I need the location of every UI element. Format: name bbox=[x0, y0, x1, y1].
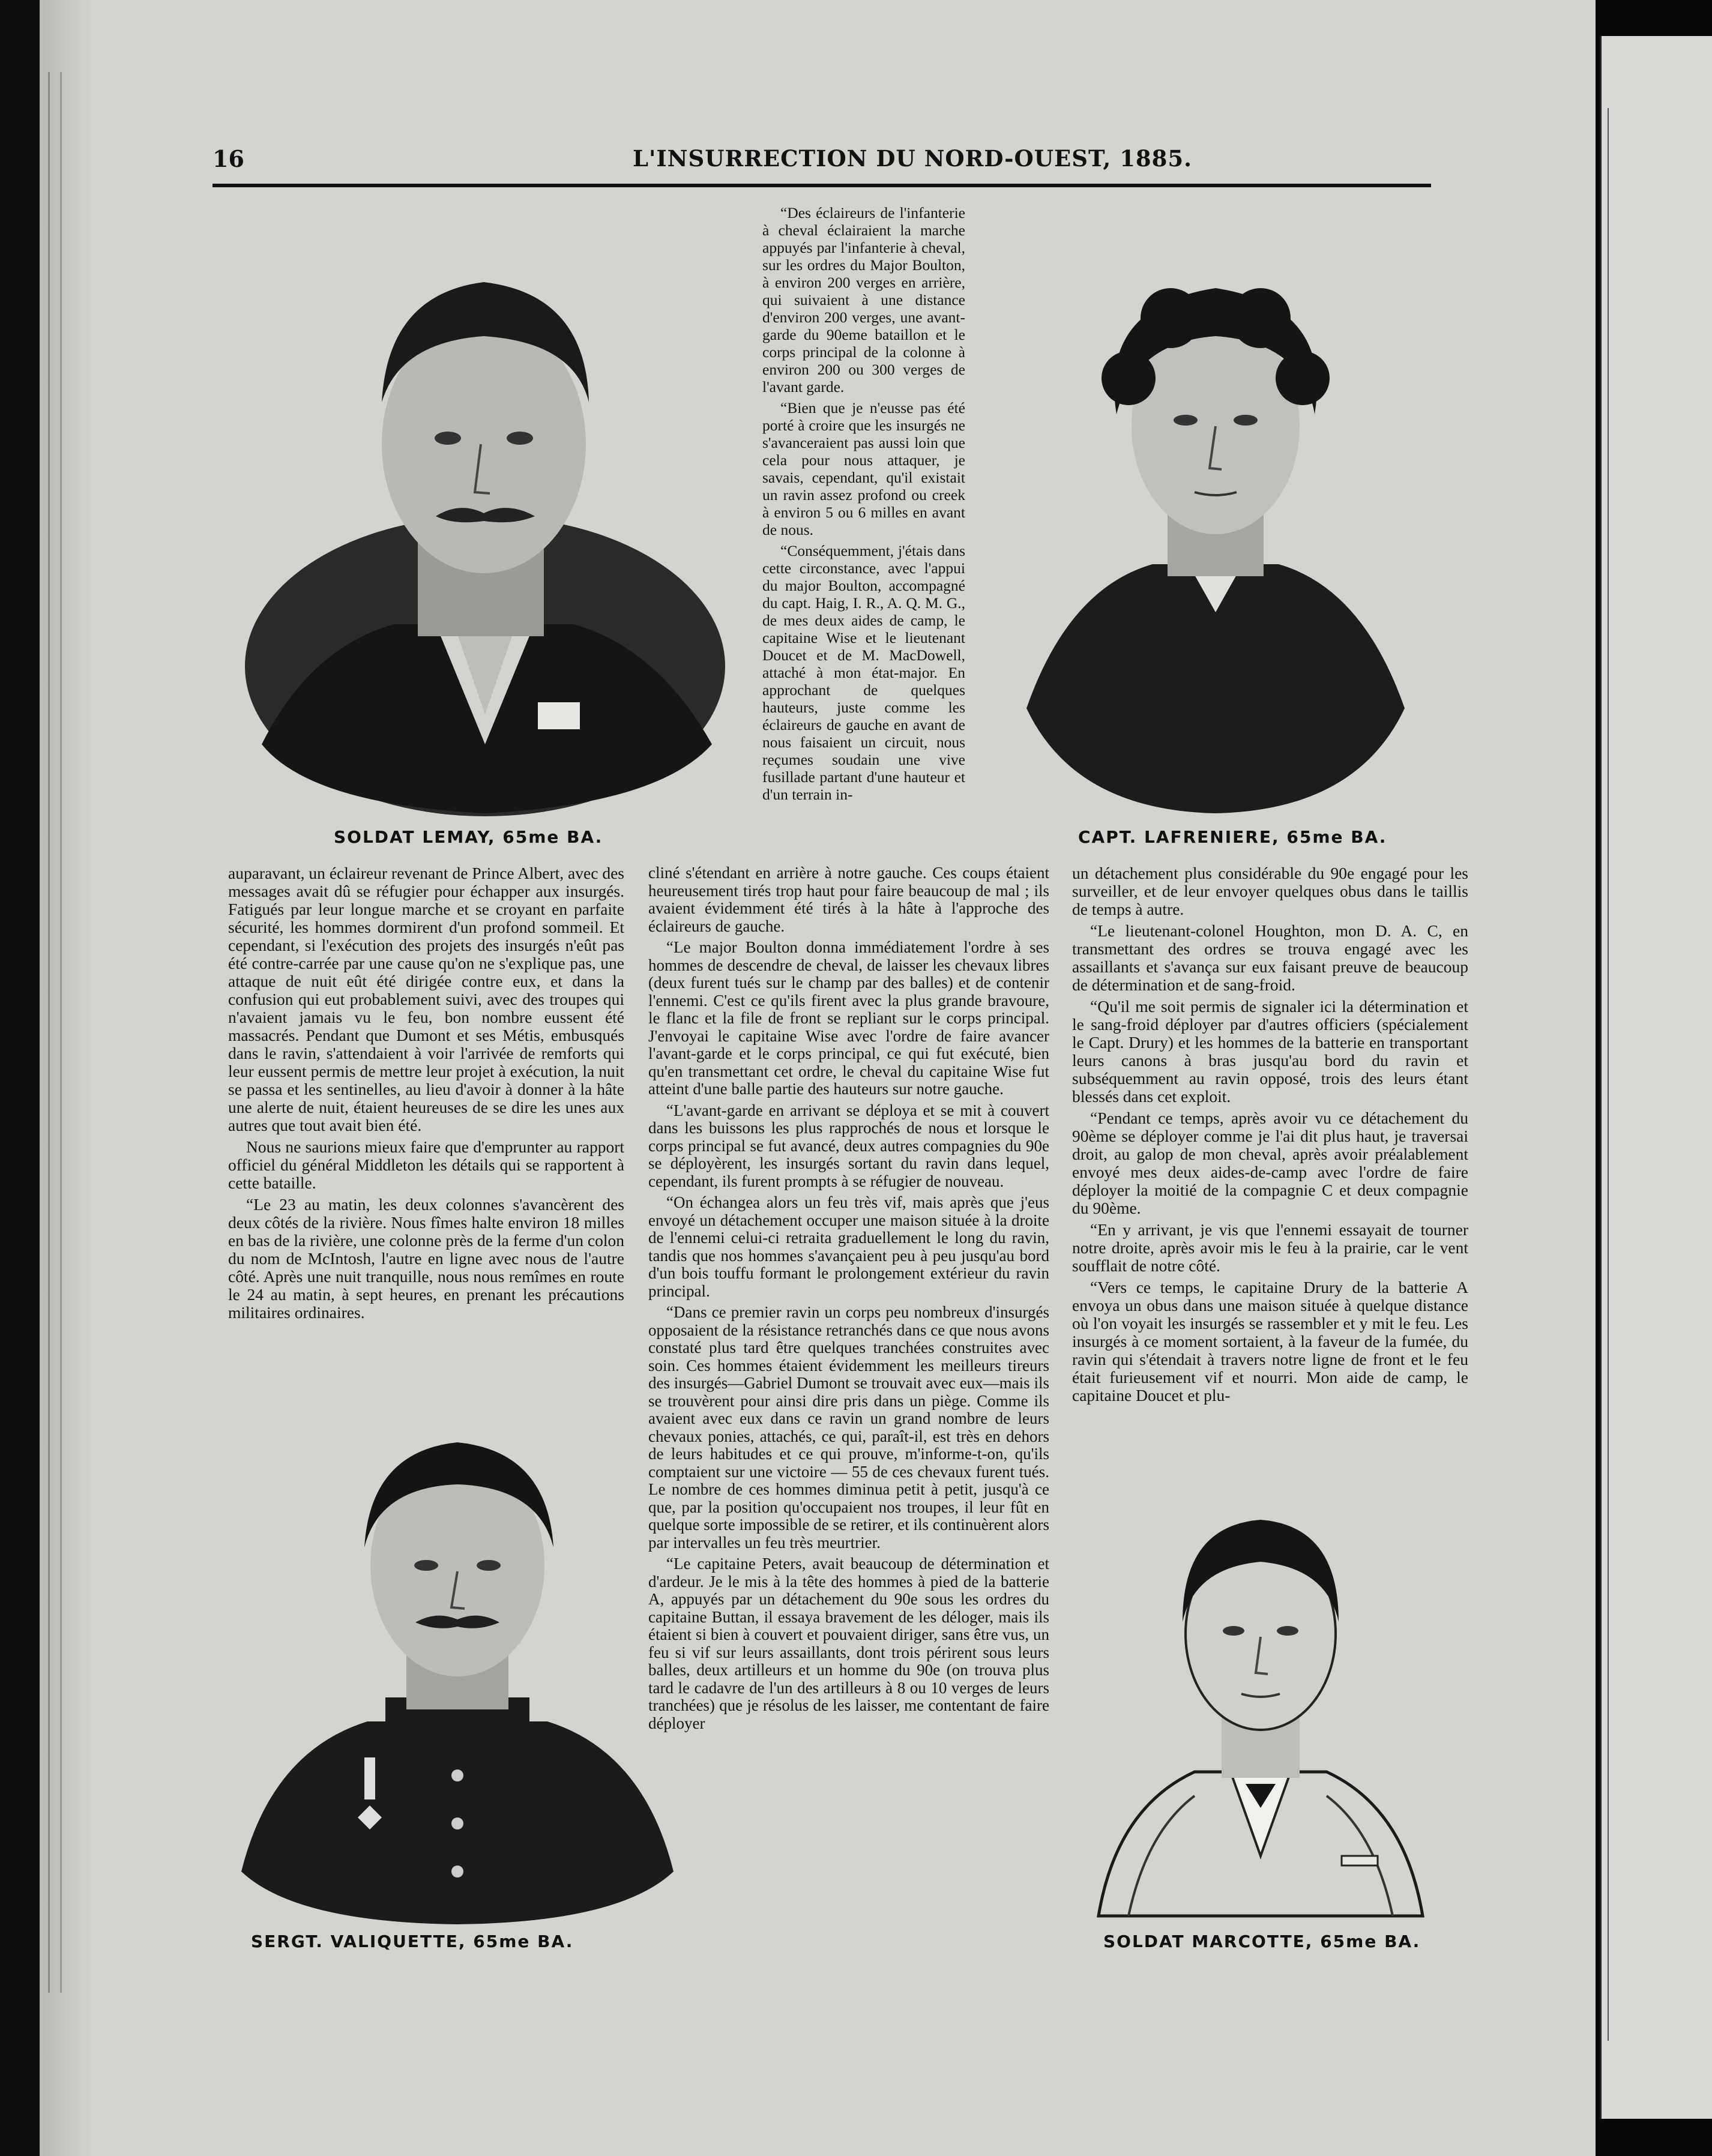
paragraph: “Conséquemment, j'étais dans cette circonstance, avec l'appui du major Boulton, accompagné du capt. Haig, I. R., A. Q. M. G., de mes deux aides de camp, le capitaine Wise et le lieutenant Doucet et de M. MacDowell, attaché à mon état-major. En approchant de quelques hauteurs, juste comme les éclaireurs de gauche en avant de nous faisaient un circuit, nous reçumes soudain une vive fusillade partant d'une hauteur et d'un terrain in- bbox=[762, 542, 965, 803]
paragraph: “Le 23 au matin, les deux colonnes s'avancèrent des deux côtés de la rivière. Nous fîmes halte environ 18 milles en bas de la rivière, une colonne près de la ferme d'un colon du nom de McIntosh, l'autre en ligne avec nous de l'autre côté. Après une nuit tranquille, nous nous remîmes en route le 24 au matin, à sept heures, en prenant les précautions militaires ordinaires. bbox=[228, 1195, 624, 1322]
paragraph: “Le capitaine Peters, avait beaucoup de détermination et d'ardeur. Je le mis à la tête des hommes à pied de la batterie A, appuyés par un détachement du 90e sous les ordres du capitaine Buttan, il essaya bravement de les déloger, mais ils étaient si bien à couvert et pouvaient diriger, sans être vus, un feu si vif sur leurs assaillants, dont trois périrent sous leurs balles, deux artilleurs et un homme du 90e (on trouva plus tard le cadavre de l'un des artilleurs à 8 ou 10 verges de leurs tranchées) que je résolus de les laisser, me contentant de faire déployer bbox=[648, 1555, 1049, 1732]
caption-marcotte: SOLDAT MARCOTTE, 65me BA. bbox=[1103, 1932, 1421, 1951]
binding-shadow bbox=[40, 0, 94, 2156]
paragraph: “Le lieutenant-colonel Houghton, mon D. A. C, en transmettant des ordres se trouva engagé avec les assaillants et s'avança sur eux faisant preuve de beaucoup de détermination et de sang-froid. bbox=[1072, 921, 1468, 994]
portrait-lemay bbox=[238, 204, 732, 816]
paragraph: “L'avant-garde en arrivant se déploya et se mit à couvert dans les buissons les plus rapprochés de nous et lorsque le corps principal se fut avancé, deux autres compagnies du 90e se déployèrent, les insurgés sortant du ravin dans lequel, cependant, ils furent prompts à se réfugier de nouveau. bbox=[648, 1101, 1049, 1190]
article-right-column bbox=[1072, 864, 1468, 1408]
paragraph: auparavant, un éclaireur revenant de Prince Albert, avec des messages avait dû se réfugier pour échapper aux insurgés. Fatigués par leur longue marche et se croyant en parfaite sécurité, les hommes dormirent d'un profond sommeil. Et cependant, si l'exécution des projets des insurgés n'eût pas été contre-carrée par une cause qu'on ne s'explique pas, une attaque de nuit eût été dirigée contre eux, et dans la confusion qui eut probablement suivi, avec des troupes qui n'avaient jamais vu le feu, bon nombre eussent été massacrés. Pendant que Dumont et ses Métis, embusqués dans le ravin, s'attendaient à voir l'arrivée de remforts qui leur eussent permis de mettre leur projet à exécution, la nuit se passa et les sentinelles, au lieu d'avoir à donner à la hâte une alerte de nuit, étaient heureuses de se dire les unes aux autres que tout avait bien été. bbox=[228, 864, 624, 1134]
adjacent-page-edge bbox=[1600, 36, 1712, 2119]
paragraph: “Qu'il me soit permis de signaler ici la détermination et le sang-froid déployer par d'autres officiers (spécialement le Capt. Drury) et les hommes de la batterie en transportant leurs canons à bras jusqu'au bord du ravin et subséquemment au ravin opposé, trois des leurs étant blessés dans cet exploit. bbox=[1072, 997, 1468, 1106]
paragraph: “Le major Boulton donna immédiatement l'ordre à ses hommes de descendre de cheval, de laisser les chevaux libres (deux furent tués sur le champ par des balles) et de contenir l'ennemi. C'est ce qu'ils firent avec la plus grande bravoure, le flanc et la file de front se repliant sur le corps principal. J'envoyai le capitaine Wise avec l'ordre de faire avancer l'avant-garde et le corps principal, ce qui fut exécuté, bien qu'en transmettant cet ordre, le cheval du capitaine Wise fut atteint d'une balle partie des hauteurs sur notre gauche. bbox=[648, 938, 1049, 1098]
caption-lemay: SOLDAT LEMAY, 65me BA. bbox=[334, 827, 603, 847]
paragraph: cliné s'étendant en arrière à notre gauche. Ces coups étaient heureusement tirés trop haut pour faire beaucoup de mal ; ils avaient évidemment été tirés à la hâte à l'approche des éclaireurs de gauche. bbox=[648, 864, 1049, 935]
header-rule bbox=[212, 184, 1431, 187]
article-left-column bbox=[228, 864, 624, 1325]
engraving-marcotte bbox=[1093, 1472, 1429, 1928]
paragraph: Nous ne saurions mieux faire que d'emprunter au rapport officiel du général Middleton les détails qui se rapportent à cette bataille. bbox=[228, 1137, 624, 1192]
portrait-marcotte bbox=[1093, 1472, 1429, 1928]
paragraph: un détachement plus considérable du 90e engagé pour les surveiller, et de leur envoyer quelques obus dans le taillis de temps à autre. bbox=[1072, 864, 1468, 918]
paragraph: “Pendant ce temps, après avoir vu ce détachement du 90ème se déployer comme je l'ai dit plus haut, je traversai droit, au galop de mon cheval, après avoir préalablement envoyé mes deux aides-de-camp avec l'ordre de faire déployer la moitié de la compagnie C et deux compagnie du 90ème. bbox=[1072, 1109, 1468, 1217]
caption-valiquette: SERGT. VALIQUETTE, 65me BA. bbox=[251, 1932, 574, 1951]
portrait-valiquette bbox=[235, 1415, 680, 1926]
paragraph: “Bien que je n'eusse pas été porté à croire que les insurgés ne s'avanceraient pas aussi loin que cela pour nous attaquer, je savais, cependant, qu'il existait un ravin assez profond ou creek à environ 5 ou 6 milles en avant de nous. bbox=[762, 399, 965, 538]
engraving-lemay bbox=[238, 204, 732, 816]
paragraph: “Vers ce temps, le capitaine Drury de la batterie A envoya un obus dans une maison située à quelque distance où l'on voyait les insurgés se rassembler et y mit le feu. Les insurgés à ce moment sortaient, à la faveur de la fumée, du ravin qui s'étendait à travers notre ligne de front et le feu était furieusement vif et nourri. Mon aide de camp, le capitaine Doucet et plu- bbox=[1072, 1278, 1468, 1405]
portrait-lafreniere bbox=[1020, 252, 1411, 816]
paragraph: “Dans ce premier ravin un corps peu nombreux d'insurgés opposaient de la résistance retranchés dans ce que nous avons constaté plus tard être quelques tranchées construites avec soin. Ces hommes étaient évidemment les meilleurs tireurs des insurgés—Gabriel Dumont se trouvait avec eux—mais ils se trouvèrent pour ainsi dire pris dans un piège. Comme ils avaient avec eux dans ce ravin un grand nombre de leurs chevaux ponies, attachés, ce qui, paraît-il, est très en dehors de leurs habitudes et ce qui prouve, m'informe-t-on, qu'ils comptaient sur une victoire — 55 de ces chevaux furent tués. Le nombre de ces hommes diminua petit à petit, jusqu'à ce que, par la position qu'occupaient nos troupes, il leur fût en quelque sorte impossible de se retirer, et ils continuèrent alors par intervalles un feu très meurtrier. bbox=[648, 1303, 1049, 1552]
article-center-top bbox=[762, 204, 965, 807]
page-header bbox=[212, 143, 1431, 186]
article-center-column bbox=[648, 864, 1049, 1736]
engraving-valiquette bbox=[235, 1415, 680, 1926]
caption-lafreniere: CAPT. LAFRENIERE, 65me BA. bbox=[1078, 827, 1387, 847]
paragraph: “En y arrivant, je vis que l'ennemi essayait de tourner notre droite, après avoir mis le feu à la prairie, car le vent soufflait de notre côté. bbox=[1072, 1220, 1468, 1275]
running-title: L'INSURRECTION DU NORD-OUEST, 1885. bbox=[633, 145, 1193, 172]
engraving-lafreniere bbox=[1020, 252, 1411, 816]
page-number: 16 bbox=[212, 145, 244, 172]
paragraph: “On échangea alors un feu très vif, mais après que j'eus envoyé un détachement occuper une maison située à la droite de l'ennemi celui-ci retraita graduellement le long du ravin, tandis que nos hommes s'avançaient peu à peu jusqu'au bord d'un bois touffu formant le prolongement extérieur du ravin principal. bbox=[648, 1193, 1049, 1300]
paragraph: “Des éclaireurs de l'infanterie à cheval éclairaient la marche appuyés par l'infanterie à cheval, sur les ordres du Major Boulton, à environ 200 verges en arrière, qui suivaient à une distance d'environ 200 verges, une avant-garde du 90eme bataillon et le corps principal de la colonne à environ 200 ou 300 verges de l'avant garde. bbox=[762, 204, 965, 396]
